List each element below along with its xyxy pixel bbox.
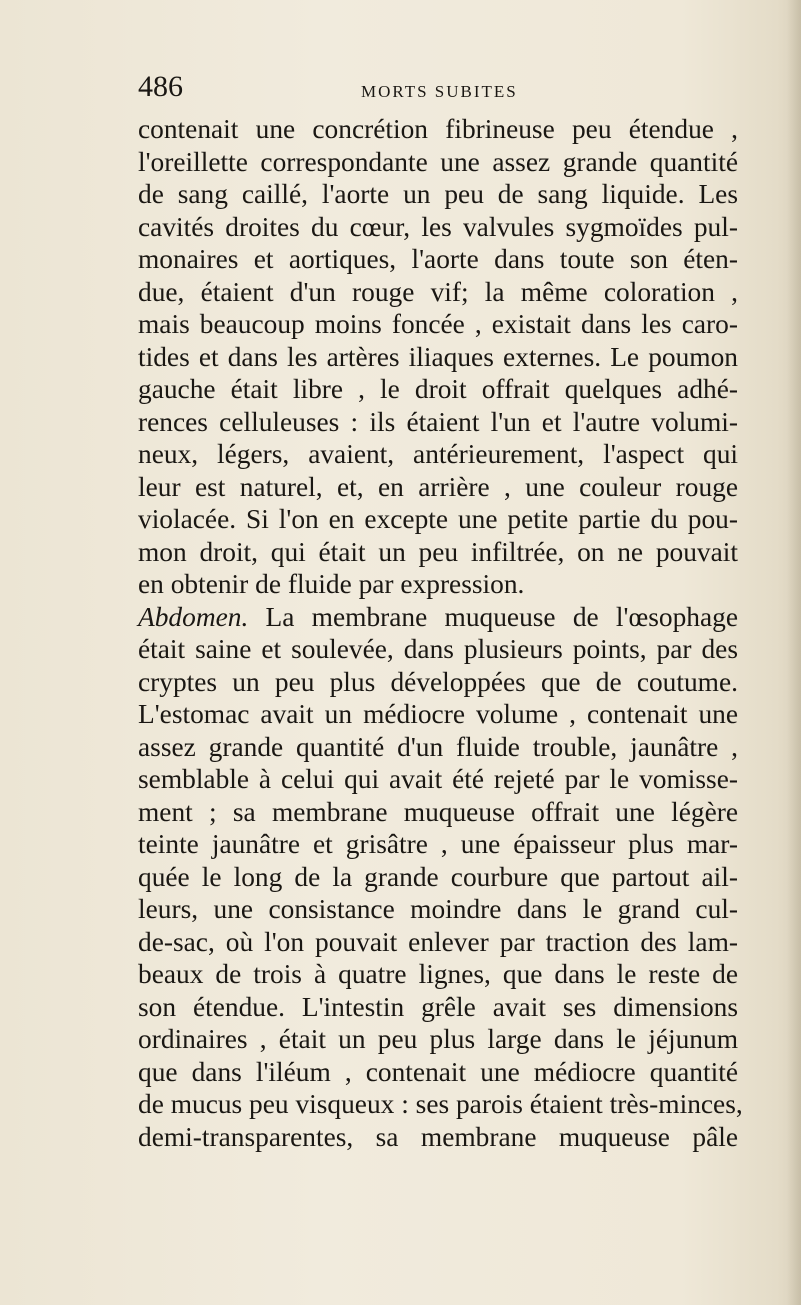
text-line: monaires et aortiques, l'aorte dans toute son éten- <box>138 244 738 274</box>
text-line: que dans l'iléum , contenait une médiocre quantité <box>138 1056 738 1087</box>
text-line: mon droit, qui était un peu infiltrée, on ne pouvait <box>138 536 738 567</box>
text-line: demi-transparentes, sa membrane muqueuse pâle <box>138 1121 738 1152</box>
text-line: ment ; sa membrane muqueuse offrait une légère <box>138 796 738 827</box>
text-line: son étendue. L'intestin grêle avait ses dimensions <box>138 991 738 1022</box>
text-line: leurs, une consistance moindre dans le grand cul- <box>138 894 738 924</box>
text-line: violacée. Si l'on en excepte une petite partie du pou- <box>138 504 738 534</box>
text-line: de mucus peu visqueux : ses parois étaient très-minces, <box>138 1089 743 1119</box>
text-line: mais beaucoup moins foncée , existait dans les caro- <box>138 309 738 339</box>
text-line: semblable à celui qui avait été rejeté par le vomisse- <box>138 764 738 794</box>
text-line: ordinaires , était un peu plus large dans le jéjunum <box>138 1024 738 1054</box>
text-line: beaux de trois à quatre lignes, que dans le reste de <box>138 959 738 989</box>
text-line: rences celluleuses : ils étaient l'un et l'autre volumi- <box>138 406 738 437</box>
text-line-section-abdomen: Abdomen. La membrane muqueuse de l'œsophage <box>138 601 738 632</box>
text-line: assez grande quantité d'un fluide trouble, jaunâtre , <box>138 731 738 762</box>
text-line: teinte jaunâtre et grisâtre , une épaisseur plus mar- <box>138 829 738 859</box>
text-line: cavités droites du cœur, les valvules sygmoïdes pul- <box>138 211 738 242</box>
text-line: quée le long de la grande courbure que partout ail- <box>138 861 738 892</box>
text-line: due, étaient d'un rouge vif; la même coloration , <box>138 276 738 307</box>
text-line: gauche était libre , le droit offrait quelques adhé- <box>138 374 738 404</box>
text-line: L'estomac avait un médiocre volume , contenait une <box>138 699 738 729</box>
page-number: 486 <box>138 70 183 103</box>
text-line: cryptes un peu plus développées que de coutume. <box>138 666 738 697</box>
running-title: MORTS SUBITES <box>361 82 518 101</box>
text-line: de-sac, où l'on pouvait enlever par traction des lam- <box>138 926 738 957</box>
page-edge-shadow <box>787 0 801 1305</box>
text-line: leur est naturel, et, en arrière , une couleur rouge <box>138 471 738 502</box>
page-header <box>138 70 538 106</box>
text-line: était saine et soulevée, dans plusieurs points, par des <box>138 634 738 664</box>
section-heading-abdomen: Abdomen. <box>138 601 249 632</box>
text-line: tides et dans les artères iliaques externes. Le poumon <box>138 341 738 372</box>
text-line: l'oreillette correspondante une assez grande quantité <box>138 146 738 177</box>
body-text <box>138 113 743 1153</box>
text-line: de sang caillé, l'aorte un peu de sang liquide. Les <box>138 179 738 209</box>
text-line-paragraph-end: en obtenir de fluide par expression. <box>138 569 525 599</box>
text-line: neux, légers, avaient, antérieurement, l'aspect qui <box>138 439 738 469</box>
text-line: contenait une concrétion fibrineuse peu étendue , <box>138 114 738 144</box>
